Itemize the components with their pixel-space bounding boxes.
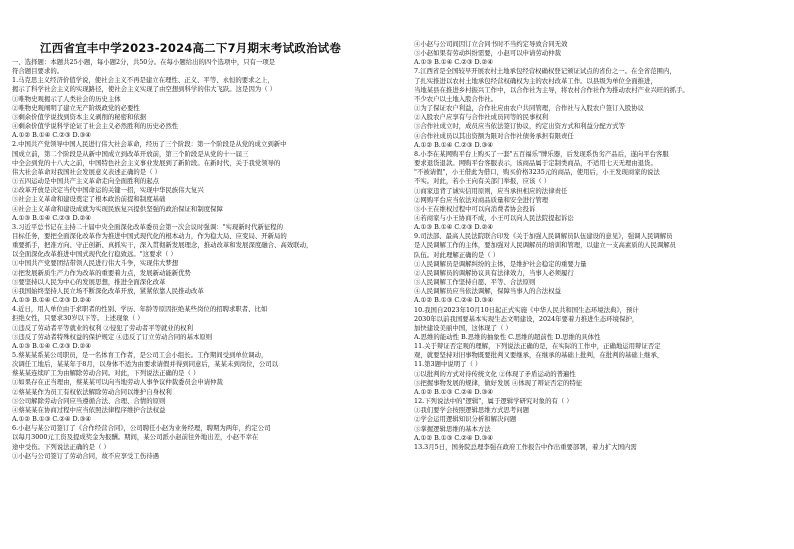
text-line: ④剩余价值学说科学论证了社会主义必然胜利的历史必然性 <box>12 122 179 131</box>
text-line: ③把握事物发展的规律，做好发展 ④体现了辩证否定的特征 <box>414 378 583 387</box>
text-line: 观，就要坚持对旧事物既要批判又要继承，在继承的基础上批判，在批判的基础上继承， <box>414 351 664 360</box>
text-line: 了扎实推进以农村土地承包经营权确权为主的农村改革工作。以县级为单位全面推进， <box>414 76 657 85</box>
text-line: ④蔡某某在协商过程中应当依照法律程序维护合法权益 <box>12 405 166 414</box>
text-line: A.思维的能动性 B.思维的抽象性 C.思维的超前性 D.思维的具体性 <box>414 333 601 341</box>
text-line: ①唯物史观揭示了人类社会的历史主体 <box>12 94 121 103</box>
text-line: ①五四运动是中国共产主义革命走向全面胜利的起点 <box>12 177 159 186</box>
page-title: 江西省宜丰中学2023-2024高二下7月期末考试政治试卷 <box>40 41 342 55</box>
text-line: 13.3月5日，国务院总理李强在政府工作报告中作出重要部署，着力扩大国内需 <box>414 442 637 451</box>
text-line: 4.近日，用人单位由于求职者的性别、学历、年龄等原因拒绝某些岗位的招聘求职者、比如 <box>12 305 268 314</box>
text-line: ①人民调解员是调解纠纷的主体，是维护社会稳定的重要力量 <box>414 259 587 268</box>
text-line: ②把发展新质生产力作为改革的重要着力点，发展新动能新优势 <box>12 268 191 277</box>
text-line: 1.马克思主义经济价值学说，使社会主义不再是建立在理性、正义、平等、永恒的要求之上， <box>12 76 274 85</box>
text-line: 2030年以前我国要基本实现生态文明建设，2024年要着力推进生态环境保护， <box>414 314 639 323</box>
text-line: ④小赵与公司间因订立合同书时不当约定导致合同无效 <box>414 40 568 48</box>
right-column <box>414 40 794 452</box>
text-line: 3.习近平总书记在主持二十届中央全面深化改革委员会第一次会议时强调："实现新时代新征程的 <box>12 222 284 231</box>
text-line: A.①② B.①③ C.②④ D.③④ <box>12 415 91 424</box>
text-line: "不被请假"，小王借此为借口，购买价格3235元的商品，使用后，小王发现商家的说法 <box>414 168 660 177</box>
text-line: 12.下列说法中的"逻辑"，属于逻辑学研究对象的有（ ） <box>414 397 573 406</box>
text-line: 途中受伤。下列说法正确的是（ ） <box>12 442 110 451</box>
text-line: 以每月3000元工资及提成奖金为报酬。期间，某公司派小赵前往外地出差，小赵不幸在 <box>12 433 259 442</box>
text-line: ①中国共产党要团结带领人民进行伟大斗争，实现伟大梦想 <box>12 259 179 268</box>
text-line: 队伍。对此理解正确的是（ ） <box>414 250 500 259</box>
text-line: 2.中国共产党领导中国人民进行伟大社会革命，经历了三个阶段：第一个阶段是从党的成立到新中 <box>12 140 287 149</box>
text-line: A.①② B.①④ C.②③ D.③④ <box>414 140 493 149</box>
text-line: ②入股农户应享有与合作社成员同等的民事权利 <box>414 113 549 122</box>
text-line: ③剩余价值学说找到资本主义剥削的秘密和依据 <box>12 112 147 121</box>
text-line: ②网购平台应当依法对商品质量和安全进行管理 <box>414 195 549 204</box>
text-line: 6.小赵与某公司签订了《合作经营合同》，公司聘任小赵为业务经理，聘期为两年，约定公司 <box>12 424 271 433</box>
text-line: ③小王在维权过程中可以向消费者协会投诉 <box>414 204 536 213</box>
text-line: A.①② B.①③ C.②④ D.③④ <box>414 387 493 396</box>
text-line: ②改革开放是决定当代中国命运的关键一招，实现中华民族伟大复兴 <box>12 186 204 195</box>
text-line: ③要坚持以人民为中心的发展思想，推进全面深化改革 <box>12 277 166 286</box>
text-line: ④合作社成员以其出资额为限对合作社债务承担有限责任 <box>414 131 574 140</box>
text-line: 不少农户以土地入股合作社。 <box>414 94 498 103</box>
text-line: ③小赵如果有劳动纠纷需要，小赵可以申请劳动仲裁 <box>414 49 561 58</box>
text-line: ②人民调解员的调解协议具有法律效力，当事人必须履行 <box>414 268 574 277</box>
text-line: 9.司法部、最高人民法院联合印发《关于加强人民调解员队伍建设的意见》，强调人民调解员 <box>414 232 673 241</box>
text-line: A.①③ B.①④ C.②③ D.②④ <box>12 296 91 305</box>
text-line: ③社会主义革命和建设奠定了根本政治前提和制度基础 <box>12 195 166 204</box>
text-line: 11.第3题中说明了（ ） <box>414 360 482 369</box>
text-line: 5.蔡某某系某公司职员，是一名体育工作者，是公司工会小组长。工作期间受到单位调动， <box>12 351 268 359</box>
text-line: ①以批判的方式对待传统文化 ②体现了矛盾运动的普遍性 <box>414 369 576 378</box>
text-line: ④人民调解员应当依法调解，保障当事人的合法权益 <box>414 287 561 296</box>
text-line: ③违反了劳动者特殊权益的保护规定 ④违反了订立劳动合同的基本原则 <box>12 332 213 341</box>
text-line: ④社会主义革命和建设成就为实现民族复兴提供坚强的政治保证和制度保障 <box>12 204 223 213</box>
text-line: ②学会运用逻辑知识分析和解决问题 <box>414 415 517 424</box>
text-line: 次调任工地后，某某年于8月，以身体不适为由要求请假并得到同意后，某某未到岗位，公司以 <box>12 360 279 369</box>
text-line: ③人民调解工作坚持自愿、平等、合法原则 <box>414 278 536 287</box>
text-line: 伟大社会革命对我国社会发展意义表述正确的是（ ） <box>12 167 162 176</box>
text-line: 重要抓手，把准方向、守正创新、真抓实干，深入贯彻新发展理念，推动改革和发展深度融合、高效联动， <box>12 241 313 250</box>
text-line: A.①③ B.①④ C.②③ D.②④ <box>414 58 493 67</box>
text-line: ①违反了劳动者平等就业的权利 ②侵犯了劳动者平等就业的权利 <box>12 323 193 332</box>
text-line: 符合题目要求的。 <box>12 67 64 76</box>
text-line: 以全面深化改革推进中国式现代化行稳致远。"这要求（ ） <box>12 250 177 259</box>
text-line: 一、选择题：本题共25小题，每小题2分，共50分。在每小题给出的四个选项中，只有一项是 <box>12 58 276 66</box>
text-line: A.①③ B.①④ C.②③ D.②④ <box>12 213 91 222</box>
text-line: 是人民调解工作的主体，要加强对人民调解员的培训和管理，以建立一支高素质的人民调解员 <box>414 241 677 250</box>
text-line: ③公司解除劳动合同应当遵循合法、合理、合情的原则 <box>12 396 166 405</box>
text-line: 不实。对此，若小王向有关部门举报，应该（ ） <box>414 177 551 186</box>
text-line: 加快建设美丽中国，这体现了（ ） <box>414 323 512 332</box>
text-line: 要求退货退款。网购平台客服表示，该商品属于定制类商品，不适用七天无理由退货。 <box>414 159 657 168</box>
text-line: 中全会到党的十八大之前，中国特色社会主义事业发展到了新阶段。在新时代，关于我党领导的 <box>12 158 281 167</box>
left-column <box>12 58 392 461</box>
text-line: ①如果存在正当理由，蔡某某可以向当地劳动人事争议仲裁委员会申请仲裁 <box>12 378 223 387</box>
text-line: 11.关于辩证否定观的理解，下列说法正确的是，在实际的工作中，正确地运用辩证否定 <box>414 342 661 351</box>
text-line: 当地某县在推进乡村振兴工作中，以合作社为主导，将农村合作社作为推动农村产业兴旺的抓手。 <box>414 85 689 94</box>
text-line: ①商家违背了诚实信用原则，应当承担相应的法律责任 <box>414 186 568 195</box>
text-line: 拒绝女性，只要求30岁以下等。上述现象（ ） <box>12 314 144 323</box>
text-line: ④若商家与小王协商不成，小王可以向人民法院提起诉讼 <box>414 213 574 222</box>
text-line: 8.小李在某网购平台上购买了一套"五百福乐"牌乐器，后发现系伪劣产品后，遂向平台客服 <box>414 149 669 158</box>
text-line: ①我们要学会按照逻辑思维方式思考问题 <box>414 406 530 415</box>
text-line: A.①③ B.①④ C.②③ D.②④ <box>12 341 91 350</box>
text-line: ④我国始终坚持人民立场不断深化改革开放，紧紧依靠人民推动改革 <box>12 286 204 295</box>
text-line: 7.江西省是全国较早开展农村土地承包经营权确权登记颁证试点的省份之一。在全省范围内， <box>414 67 676 76</box>
text-line: 目标任务，要把全面深化改革作为推进中国式现代化的根本动力，作为稳大局、应变局、开新局的 <box>12 231 287 240</box>
text-line: ①为了保证农户利益，合作社应由农户共同管理，合作社与入股农户签订入股协议 <box>414 104 645 113</box>
text-line: 国成立前，第二个阶段是从新中国成立到改革开放前，第三个阶段是从党的十一届三 <box>12 149 249 158</box>
text-line: ①小赵与公司签订了劳动合同，故不应享受工伤待遇 <box>12 451 159 460</box>
text-line: 10.我国自2023年10月10日起正式实施《中华人民共和国生态环境法典》，预计 <box>414 305 639 314</box>
text-line: ③掌握逻辑思维的基本方法 <box>414 424 491 433</box>
text-line: ③合作社成立时，成员应当依法签订协议，约定出资方式和利益分配方式等 <box>414 122 625 131</box>
text-line: A.①② B.①③ C.②④ D.③④ <box>414 296 493 305</box>
text-line: A.①② B.①④ C.②③ D.③④ <box>12 131 91 140</box>
text-line: ②蔡某某作为员工有权依法解除劳动合同以维护自身权利 <box>12 387 172 396</box>
text-line: 蔡某某连续旷工为由解除劳动合同。对此，下列说法正确的是（ ） <box>12 369 200 378</box>
text-line: A.①② B.①③ C.②④ D.③④ <box>414 433 493 442</box>
text-line: 揭示了科学社会主义的实现路径，使社会主义实现了由空想到科学的伟大飞跃。这是因为（ ） <box>12 85 277 94</box>
text-line: ②唯物史观阐明了建立无产阶级政党的必要性 <box>12 103 140 112</box>
text-line: A.①③ B.①④ C.②③ D.②④ <box>414 223 493 232</box>
